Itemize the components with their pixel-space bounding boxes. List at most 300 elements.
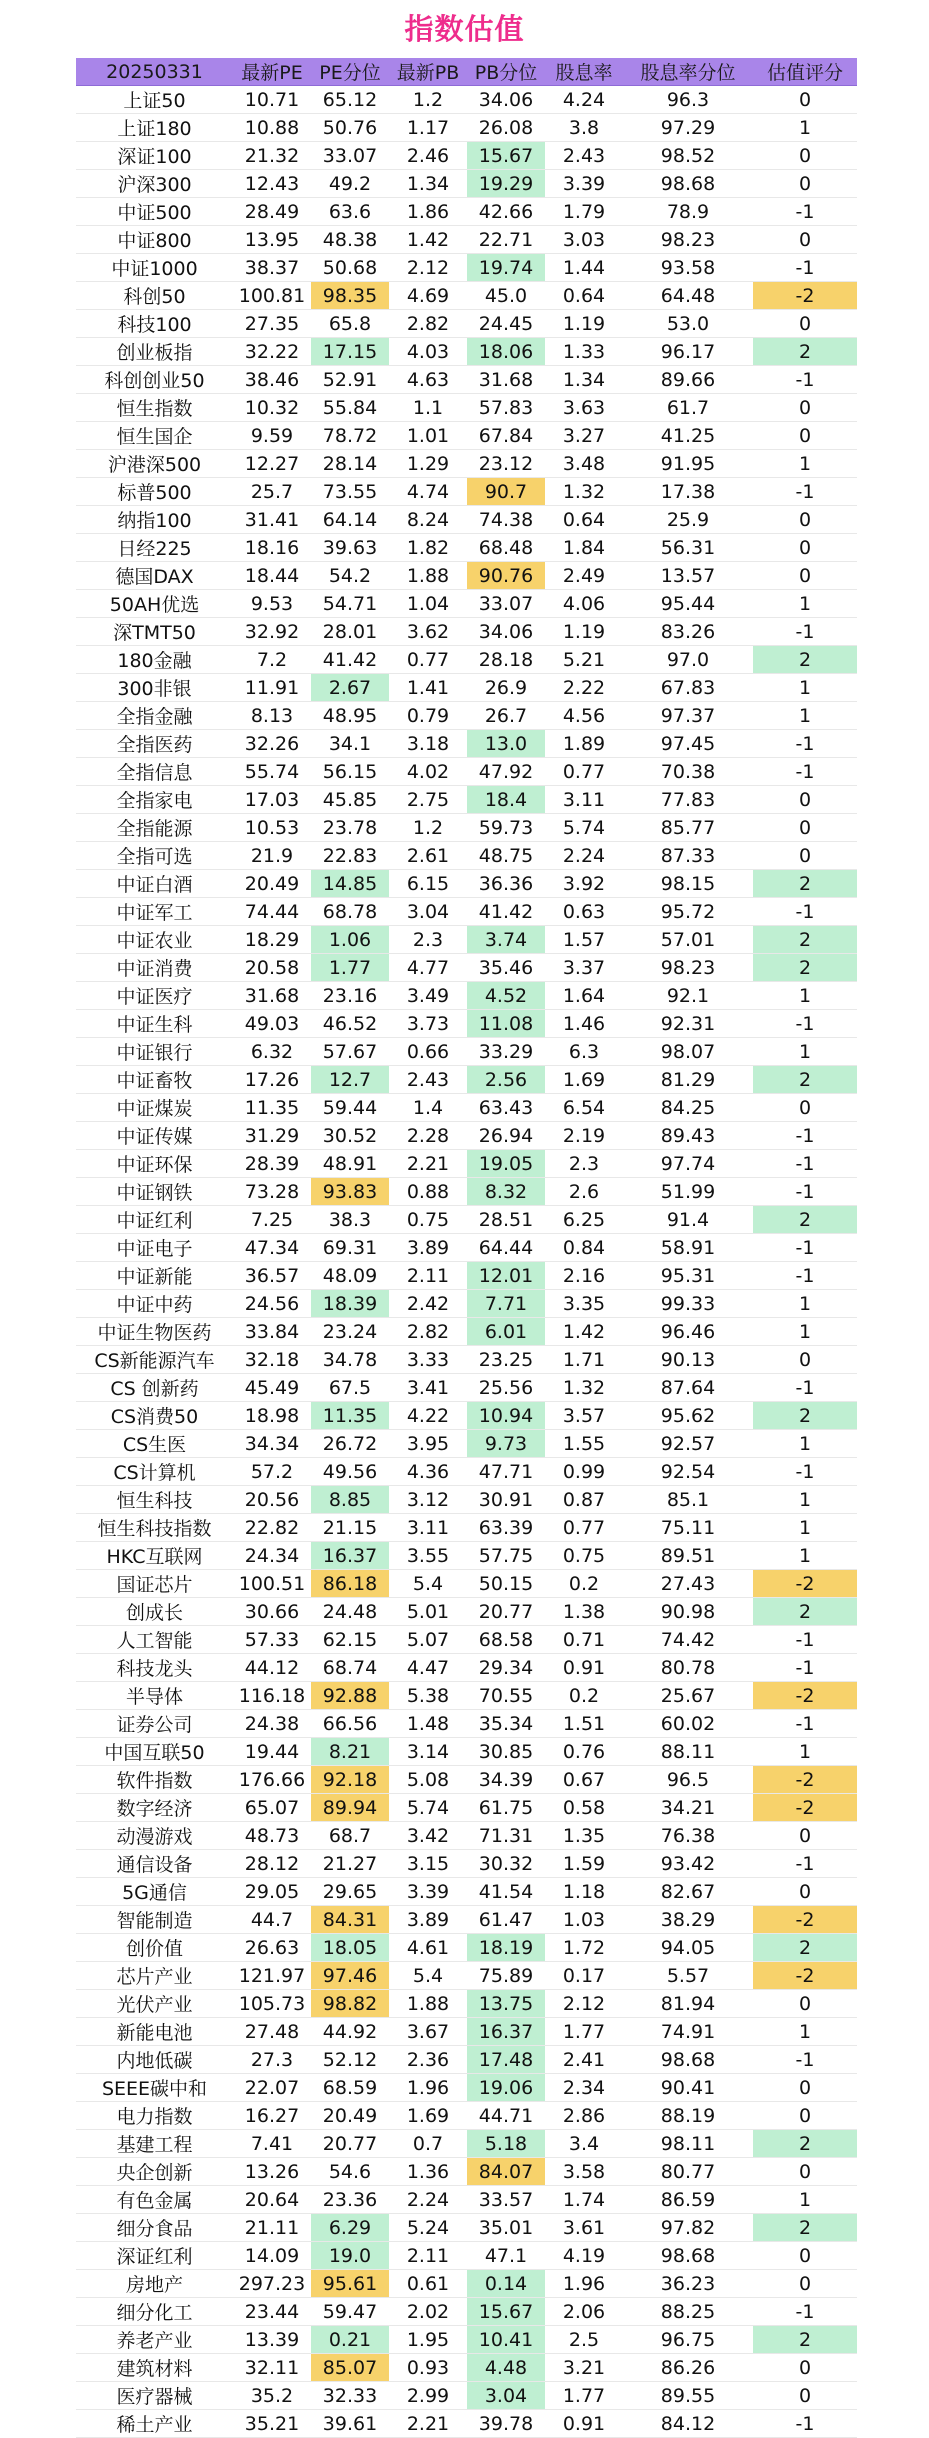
- pe-cell: 13.95: [233, 226, 311, 254]
- table-row: [76, 1486, 857, 1514]
- pe-cell: 44.7: [233, 1906, 311, 1934]
- table-row: [76, 2186, 857, 2214]
- pb-cell: 3.33: [389, 1346, 467, 1374]
- dividend-percentile-cell: 92.1: [623, 982, 753, 1010]
- index-name-cell: 软件指数: [76, 1766, 233, 1794]
- pe-percentile-cell: 28.01: [311, 618, 389, 646]
- page-title: 指数估值: [404, 12, 525, 46]
- pb-cell: 1.17: [389, 114, 467, 142]
- pb-percentile-cell: 23.12: [467, 450, 545, 478]
- index-name-cell: 内地低碳: [76, 2046, 233, 2074]
- dividend-percentile-cell: 98.23: [623, 226, 753, 254]
- valuation-score-cell: -2: [753, 1570, 857, 1598]
- index-name-cell: 新能电池: [76, 2018, 233, 2046]
- dividend-percentile-cell: 92.31: [623, 1010, 753, 1038]
- dividend-percentile-cell: 61.7: [623, 394, 753, 422]
- pe-percentile-cell: 97.46: [311, 1962, 389, 1990]
- valuation-score-cell: 0: [753, 506, 857, 534]
- dividend-yield-cell: 4.19: [545, 2242, 623, 2270]
- pb-percentile-cell: 13.0: [467, 730, 545, 758]
- dividend-yield-cell: 2.3: [545, 1150, 623, 1178]
- dividend-yield-cell: 6.54: [545, 1094, 623, 1122]
- pb-cell: 6.15: [389, 870, 467, 898]
- pe-cell: 176.66: [233, 1766, 311, 1794]
- pb-cell: 3.89: [389, 1234, 467, 1262]
- table-row: [76, 702, 857, 730]
- pe-percentile-cell: 69.31: [311, 1234, 389, 1262]
- pb-cell: 5.01: [389, 1598, 467, 1626]
- pb-percentile-cell: 28.51: [467, 1206, 545, 1234]
- pe-percentile-cell: 23.16: [311, 982, 389, 1010]
- index-name-cell: 沪港深500: [76, 450, 233, 478]
- pe-percentile-cell: 49.2: [311, 170, 389, 198]
- dividend-percentile-cell: 98.68: [623, 2046, 753, 2074]
- pb-percentile-cell: 74.38: [467, 506, 545, 534]
- pe-percentile-cell: 68.78: [311, 898, 389, 926]
- pb-cell: 3.73: [389, 1010, 467, 1038]
- dividend-percentile-cell: 97.45: [623, 730, 753, 758]
- pe-cell: 20.49: [233, 870, 311, 898]
- dividend-yield-cell: 0.75: [545, 1542, 623, 1570]
- pe-cell: 14.09: [233, 2242, 311, 2270]
- valuation-score-cell: -1: [753, 1850, 857, 1878]
- valuation-score-cell: -1: [753, 1150, 857, 1178]
- pb-cell: 5.07: [389, 1626, 467, 1654]
- pb-cell: 1.41: [389, 674, 467, 702]
- pb-percentile-cell: 39.78: [467, 2410, 545, 2438]
- pb-percentile-cell: 61.75: [467, 1794, 545, 1822]
- pb-percentile-cell: 26.9: [467, 674, 545, 702]
- dividend-yield-cell: 1.46: [545, 1010, 623, 1038]
- pe-percentile-cell: 95.61: [311, 2270, 389, 2298]
- dividend-yield-cell: 3.39: [545, 170, 623, 198]
- pe-percentile-cell: 39.61: [311, 2410, 389, 2438]
- table-row: [76, 1514, 857, 1542]
- pb-percentile-cell: 18.19: [467, 1934, 545, 1962]
- dividend-yield-cell: 2.22: [545, 674, 623, 702]
- dividend-percentile-cell: 93.42: [623, 1850, 753, 1878]
- index-name-cell: 创业板指: [76, 338, 233, 366]
- pe-percentile-cell: 59.47: [311, 2298, 389, 2326]
- pb-percentile-cell: 18.06: [467, 338, 545, 366]
- valuation-score-cell: -1: [753, 1374, 857, 1402]
- valuation-score-cell: 0: [753, 1990, 857, 2018]
- dividend-yield-cell: 3.27: [545, 422, 623, 450]
- pb-percentile-cell: 30.85: [467, 1738, 545, 1766]
- table-row: [76, 338, 857, 366]
- dividend-yield-cell: 0.76: [545, 1738, 623, 1766]
- pe-percentile-cell: 45.85: [311, 786, 389, 814]
- index-name-cell: HKC互联网: [76, 1542, 233, 1570]
- dividend-yield-cell: 1.69: [545, 1066, 623, 1094]
- dividend-percentile-cell: 95.72: [623, 898, 753, 926]
- dividend-yield-cell: 2.34: [545, 2074, 623, 2102]
- pb-percentile-cell: 4.48: [467, 2354, 545, 2382]
- dividend-yield-cell: 3.21: [545, 2354, 623, 2382]
- pe-percentile-cell: 55.84: [311, 394, 389, 422]
- table-row: [76, 226, 857, 254]
- pe-cell: 6.32: [233, 1038, 311, 1066]
- pb-percentile-cell: 16.37: [467, 2018, 545, 2046]
- table-row: [76, 1682, 857, 1710]
- pe-percentile-cell: 64.14: [311, 506, 389, 534]
- dividend-yield-cell: 1.55: [545, 1430, 623, 1458]
- table-row: [76, 2242, 857, 2270]
- pe-cell: 32.18: [233, 1346, 311, 1374]
- dividend-percentile-cell: 90.13: [623, 1346, 753, 1374]
- pe-cell: 16.27: [233, 2102, 311, 2130]
- dividend-yield-cell: 5.21: [545, 646, 623, 674]
- pb-percentile-cell: 33.29: [467, 1038, 545, 1066]
- pe-percentile-cell: 2.67: [311, 674, 389, 702]
- valuation-score-cell: 0: [753, 2270, 857, 2298]
- table-row: [76, 2298, 857, 2326]
- index-name-cell: 中证医疗: [76, 982, 233, 1010]
- dividend-yield-cell: 0.91: [545, 1654, 623, 1682]
- dividend-percentile-cell: 87.33: [623, 842, 753, 870]
- pe-cell: 28.12: [233, 1850, 311, 1878]
- table-row: [76, 2018, 857, 2046]
- dividend-percentile-cell: 60.02: [623, 1710, 753, 1738]
- pb-percentile-cell: 31.68: [467, 366, 545, 394]
- pb-percentile-cell: 26.7: [467, 702, 545, 730]
- table-row: [76, 870, 857, 898]
- pe-cell: 100.81: [233, 282, 311, 310]
- valuation-score-cell: 1: [753, 1290, 857, 1318]
- pe-cell: 33.84: [233, 1318, 311, 1346]
- table-row: [76, 1822, 857, 1850]
- pe-percentile-cell: 21.27: [311, 1850, 389, 1878]
- pe-cell: 12.43: [233, 170, 311, 198]
- dividend-yield-cell: 0.87: [545, 1486, 623, 1514]
- pb-percentile-cell: 47.71: [467, 1458, 545, 1486]
- table-row: [76, 1766, 857, 1794]
- index-name-cell: 智能制造: [76, 1906, 233, 1934]
- pb-cell: 1.4: [389, 1094, 467, 1122]
- table-row: [76, 1710, 857, 1738]
- pb-percentile-cell: 29.34: [467, 1654, 545, 1682]
- dividend-percentile-cell: 34.21: [623, 1794, 753, 1822]
- valuation-score-cell: 2: [753, 2326, 857, 2354]
- pe-percentile-cell: 18.05: [311, 1934, 389, 1962]
- dividend-percentile-cell: 77.83: [623, 786, 753, 814]
- dividend-yield-cell: 2.43: [545, 142, 623, 170]
- pb-percentile-cell: 61.47: [467, 1906, 545, 1934]
- dividend-percentile-cell: 90.41: [623, 2074, 753, 2102]
- index-name-cell: 中证500: [76, 198, 233, 226]
- table-row: [76, 1598, 857, 1626]
- table-row: [76, 562, 857, 590]
- pb-cell: 2.75: [389, 786, 467, 814]
- dividend-yield-cell: 3.03: [545, 226, 623, 254]
- dividend-yield-cell: 3.58: [545, 2158, 623, 2186]
- pb-cell: 4.63: [389, 366, 467, 394]
- index-name-cell: 养老产业: [76, 2326, 233, 2354]
- pe-percentile-cell: 20.77: [311, 2130, 389, 2158]
- pb-cell: 1.48: [389, 1710, 467, 1738]
- pe-percentile-cell: 68.7: [311, 1822, 389, 1850]
- pe-cell: 36.57: [233, 1262, 311, 1290]
- table-row: [76, 618, 857, 646]
- index-name-cell: 细分食品: [76, 2214, 233, 2242]
- table-row: [76, 2354, 857, 2382]
- table-row: [76, 1150, 857, 1178]
- pe-cell: 44.12: [233, 1654, 311, 1682]
- valuation-score-cell: 2: [753, 1206, 857, 1234]
- table-row: [76, 1850, 857, 1878]
- pb-percentile-cell: 24.45: [467, 310, 545, 338]
- pb-percentile-cell: 67.84: [467, 422, 545, 450]
- table-row: [76, 310, 857, 338]
- pb-percentile-cell: 47.1: [467, 2242, 545, 2270]
- pb-cell: 2.21: [389, 1150, 467, 1178]
- pe-cell: 105.73: [233, 1990, 311, 2018]
- pe-cell: 20.58: [233, 954, 311, 982]
- valuation-score-cell: 2: [753, 954, 857, 982]
- table-row: [76, 842, 857, 870]
- pb-percentile-cell: 68.48: [467, 534, 545, 562]
- table-row: [76, 1962, 857, 1990]
- pb-cell: 4.02: [389, 758, 467, 786]
- pe-cell: 29.05: [233, 1878, 311, 1906]
- index-name-cell: 恒生指数: [76, 394, 233, 422]
- pb-percentile-cell: 35.01: [467, 2214, 545, 2242]
- pe-percentile-cell: 6.29: [311, 2214, 389, 2242]
- pb-percentile-cell: 0.14: [467, 2270, 545, 2298]
- pe-percentile-cell: 38.3: [311, 1206, 389, 1234]
- pe-percentile-cell: 78.72: [311, 422, 389, 450]
- dividend-percentile-cell: 97.82: [623, 2214, 753, 2242]
- pe-percentile-cell: 46.52: [311, 1010, 389, 1038]
- valuation-score-cell: 0: [753, 226, 857, 254]
- valuation-score-cell: 0: [753, 2242, 857, 2270]
- dividend-percentile-cell: 83.26: [623, 618, 753, 646]
- valuation-score-cell: -1: [753, 254, 857, 282]
- dividend-percentile-cell: 81.29: [623, 1066, 753, 1094]
- pe-percentile-cell: 34.1: [311, 730, 389, 758]
- dividend-percentile-cell: 89.51: [623, 1542, 753, 1570]
- dividend-percentile-cell: 99.33: [623, 1290, 753, 1318]
- pe-cell: 10.71: [233, 86, 311, 114]
- dividend-percentile-cell: 95.44: [623, 590, 753, 618]
- dividend-yield-cell: 1.79: [545, 198, 623, 226]
- dividend-percentile-cell: 84.25: [623, 1094, 753, 1122]
- dividend-yield-cell: 2.12: [545, 1990, 623, 2018]
- index-name-cell: 细分化工: [76, 2298, 233, 2326]
- table-row: [76, 1262, 857, 1290]
- valuation-score-cell: -1: [753, 1710, 857, 1738]
- dividend-yield-cell: 1.42: [545, 1318, 623, 1346]
- pe-cell: 18.98: [233, 1402, 311, 1430]
- valuation-score-cell: 1: [753, 1738, 857, 1766]
- pe-percentile-cell: 65.12: [311, 86, 389, 114]
- dividend-yield-cell: 0.77: [545, 758, 623, 786]
- valuation-score-cell: 2: [753, 926, 857, 954]
- dividend-yield-cell: 2.16: [545, 1262, 623, 1290]
- valuation-score-cell: 0: [753, 786, 857, 814]
- index-name-cell: 人工智能: [76, 1626, 233, 1654]
- dividend-yield-cell: 0.71: [545, 1626, 623, 1654]
- pb-cell: 3.11: [389, 1514, 467, 1542]
- pb-percentile-cell: 63.43: [467, 1094, 545, 1122]
- valuation-score-cell: -1: [753, 2046, 857, 2074]
- pb-percentile-cell: 4.52: [467, 982, 545, 1010]
- pe-cell: 9.59: [233, 422, 311, 450]
- dividend-yield-cell: 0.77: [545, 1514, 623, 1542]
- dividend-percentile-cell: 13.57: [623, 562, 753, 590]
- dividend-yield-cell: 1.34: [545, 366, 623, 394]
- table-row: [76, 534, 857, 562]
- pb-cell: 3.67: [389, 2018, 467, 2046]
- pb-cell: 0.61: [389, 2270, 467, 2298]
- pb-cell: 3.62: [389, 618, 467, 646]
- header-dividend-percentile: 股息率分位: [623, 58, 753, 86]
- table-row: [76, 282, 857, 310]
- pb-percentile-cell: 3.74: [467, 926, 545, 954]
- index-name-cell: 全指家电: [76, 786, 233, 814]
- pb-cell: 4.61: [389, 1934, 467, 1962]
- dividend-percentile-cell: 93.58: [623, 254, 753, 282]
- valuation-score-cell: -1: [753, 1262, 857, 1290]
- pb-percentile-cell: 41.54: [467, 1878, 545, 1906]
- table-row: [76, 1234, 857, 1262]
- table-row: [76, 2326, 857, 2354]
- table-row: [76, 1066, 857, 1094]
- pe-cell: 24.38: [233, 1710, 311, 1738]
- pe-cell: 38.46: [233, 366, 311, 394]
- valuation-score-cell: 1: [753, 1486, 857, 1514]
- pb-percentile-cell: 47.92: [467, 758, 545, 786]
- index-name-cell: 中证电子: [76, 1234, 233, 1262]
- pb-cell: 1.42: [389, 226, 467, 254]
- pb-cell: 3.42: [389, 1822, 467, 1850]
- dividend-yield-cell: 1.71: [545, 1346, 623, 1374]
- dividend-yield-cell: 3.4: [545, 2130, 623, 2158]
- pb-percentile-cell: 34.06: [467, 618, 545, 646]
- valuation-score-cell: 2: [753, 2130, 857, 2158]
- index-name-cell: 恒生科技: [76, 1486, 233, 1514]
- pe-percentile-cell: 54.71: [311, 590, 389, 618]
- pb-percentile-cell: 26.08: [467, 114, 545, 142]
- pe-percentile-cell: 48.09: [311, 1262, 389, 1290]
- table-row: [76, 926, 857, 954]
- header-dividend-yield: 股息率: [545, 58, 623, 86]
- pe-percentile-cell: 62.15: [311, 1626, 389, 1654]
- table-row: [76, 674, 857, 702]
- pb-cell: 3.04: [389, 898, 467, 926]
- pb-cell: 4.74: [389, 478, 467, 506]
- dividend-yield-cell: 1.33: [545, 338, 623, 366]
- pe-cell: 32.22: [233, 338, 311, 366]
- pb-cell: 3.14: [389, 1738, 467, 1766]
- index-name-cell: 动漫游戏: [76, 1822, 233, 1850]
- pb-percentile-cell: 19.05: [467, 1150, 545, 1178]
- table-row: [76, 1654, 857, 1682]
- pe-percentile-cell: 48.95: [311, 702, 389, 730]
- index-name-cell: 科创50: [76, 282, 233, 310]
- pe-cell: 32.92: [233, 618, 311, 646]
- pb-cell: 1.95: [389, 2326, 467, 2354]
- pe-percentile-cell: 59.44: [311, 1094, 389, 1122]
- pb-percentile-cell: 68.58: [467, 1626, 545, 1654]
- pe-percentile-cell: 63.6: [311, 198, 389, 226]
- pe-cell: 27.35: [233, 310, 311, 338]
- pb-percentile-cell: 25.56: [467, 1374, 545, 1402]
- dividend-percentile-cell: 80.78: [623, 1654, 753, 1682]
- index-name-cell: 中证军工: [76, 898, 233, 926]
- table-row: [76, 1346, 857, 1374]
- pe-percentile-cell: 98.35: [311, 282, 389, 310]
- pe-percentile-cell: 30.52: [311, 1122, 389, 1150]
- index-name-cell: 光伏产业: [76, 1990, 233, 2018]
- pe-percentile-cell: 34.78: [311, 1346, 389, 1374]
- valuation-score-cell: 1: [753, 2018, 857, 2046]
- valuation-score-cell: 0: [753, 1094, 857, 1122]
- dividend-yield-cell: 0.64: [545, 506, 623, 534]
- pb-percentile-cell: 28.18: [467, 646, 545, 674]
- dividend-percentile-cell: 98.68: [623, 170, 753, 198]
- dividend-percentile-cell: 38.29: [623, 1906, 753, 1934]
- pb-cell: 5.24: [389, 2214, 467, 2242]
- dividend-yield-cell: 6.25: [545, 1206, 623, 1234]
- pe-cell: 34.34: [233, 1430, 311, 1458]
- pe-cell: 32.11: [233, 2354, 311, 2382]
- pb-cell: 4.77: [389, 954, 467, 982]
- dividend-yield-cell: 3.35: [545, 1290, 623, 1318]
- pb-cell: 3.39: [389, 1878, 467, 1906]
- pb-cell: 8.24: [389, 506, 467, 534]
- valuation-score-cell: 0: [753, 2158, 857, 2186]
- index-name-cell: 标普500: [76, 478, 233, 506]
- pb-cell: 2.82: [389, 310, 467, 338]
- dividend-yield-cell: 1.89: [545, 730, 623, 758]
- pe-percentile-cell: 68.74: [311, 1654, 389, 1682]
- pb-cell: 1.01: [389, 422, 467, 450]
- pb-percentile-cell: 34.39: [467, 1766, 545, 1794]
- valuation-score-cell: -2: [753, 1766, 857, 1794]
- dividend-percentile-cell: 80.77: [623, 2158, 753, 2186]
- pb-percentile-cell: 84.07: [467, 2158, 545, 2186]
- valuation-table: [76, 58, 857, 2438]
- pb-percentile-cell: 19.06: [467, 2074, 545, 2102]
- valuation-score-cell: 2: [753, 1934, 857, 1962]
- dividend-yield-cell: 1.59: [545, 1850, 623, 1878]
- index-name-cell: CS生医: [76, 1430, 233, 1458]
- dividend-percentile-cell: 17.38: [623, 478, 753, 506]
- dividend-yield-cell: 1.57: [545, 926, 623, 954]
- dividend-percentile-cell: 74.91: [623, 2018, 753, 2046]
- pb-cell: 2.11: [389, 1262, 467, 1290]
- dividend-yield-cell: 0.58: [545, 1794, 623, 1822]
- index-name-cell: 稀土产业: [76, 2410, 233, 2438]
- valuation-score-cell: 0: [753, 2382, 857, 2410]
- pe-cell: 19.44: [233, 1738, 311, 1766]
- pb-cell: 3.49: [389, 982, 467, 1010]
- index-name-cell: 建筑材料: [76, 2354, 233, 2382]
- table-row: [76, 590, 857, 618]
- table-row: [76, 2410, 857, 2438]
- dividend-percentile-cell: 82.67: [623, 1878, 753, 1906]
- index-name-cell: 中证中药: [76, 1290, 233, 1318]
- index-name-cell: 中证800: [76, 226, 233, 254]
- pe-cell: 17.03: [233, 786, 311, 814]
- index-name-cell: 电力指数: [76, 2102, 233, 2130]
- table-row: [76, 1374, 857, 1402]
- pb-percentile-cell: 7.71: [467, 1290, 545, 1318]
- dividend-yield-cell: 1.35: [545, 1822, 623, 1850]
- pb-cell: 2.12: [389, 254, 467, 282]
- valuation-score-cell: -1: [753, 2298, 857, 2326]
